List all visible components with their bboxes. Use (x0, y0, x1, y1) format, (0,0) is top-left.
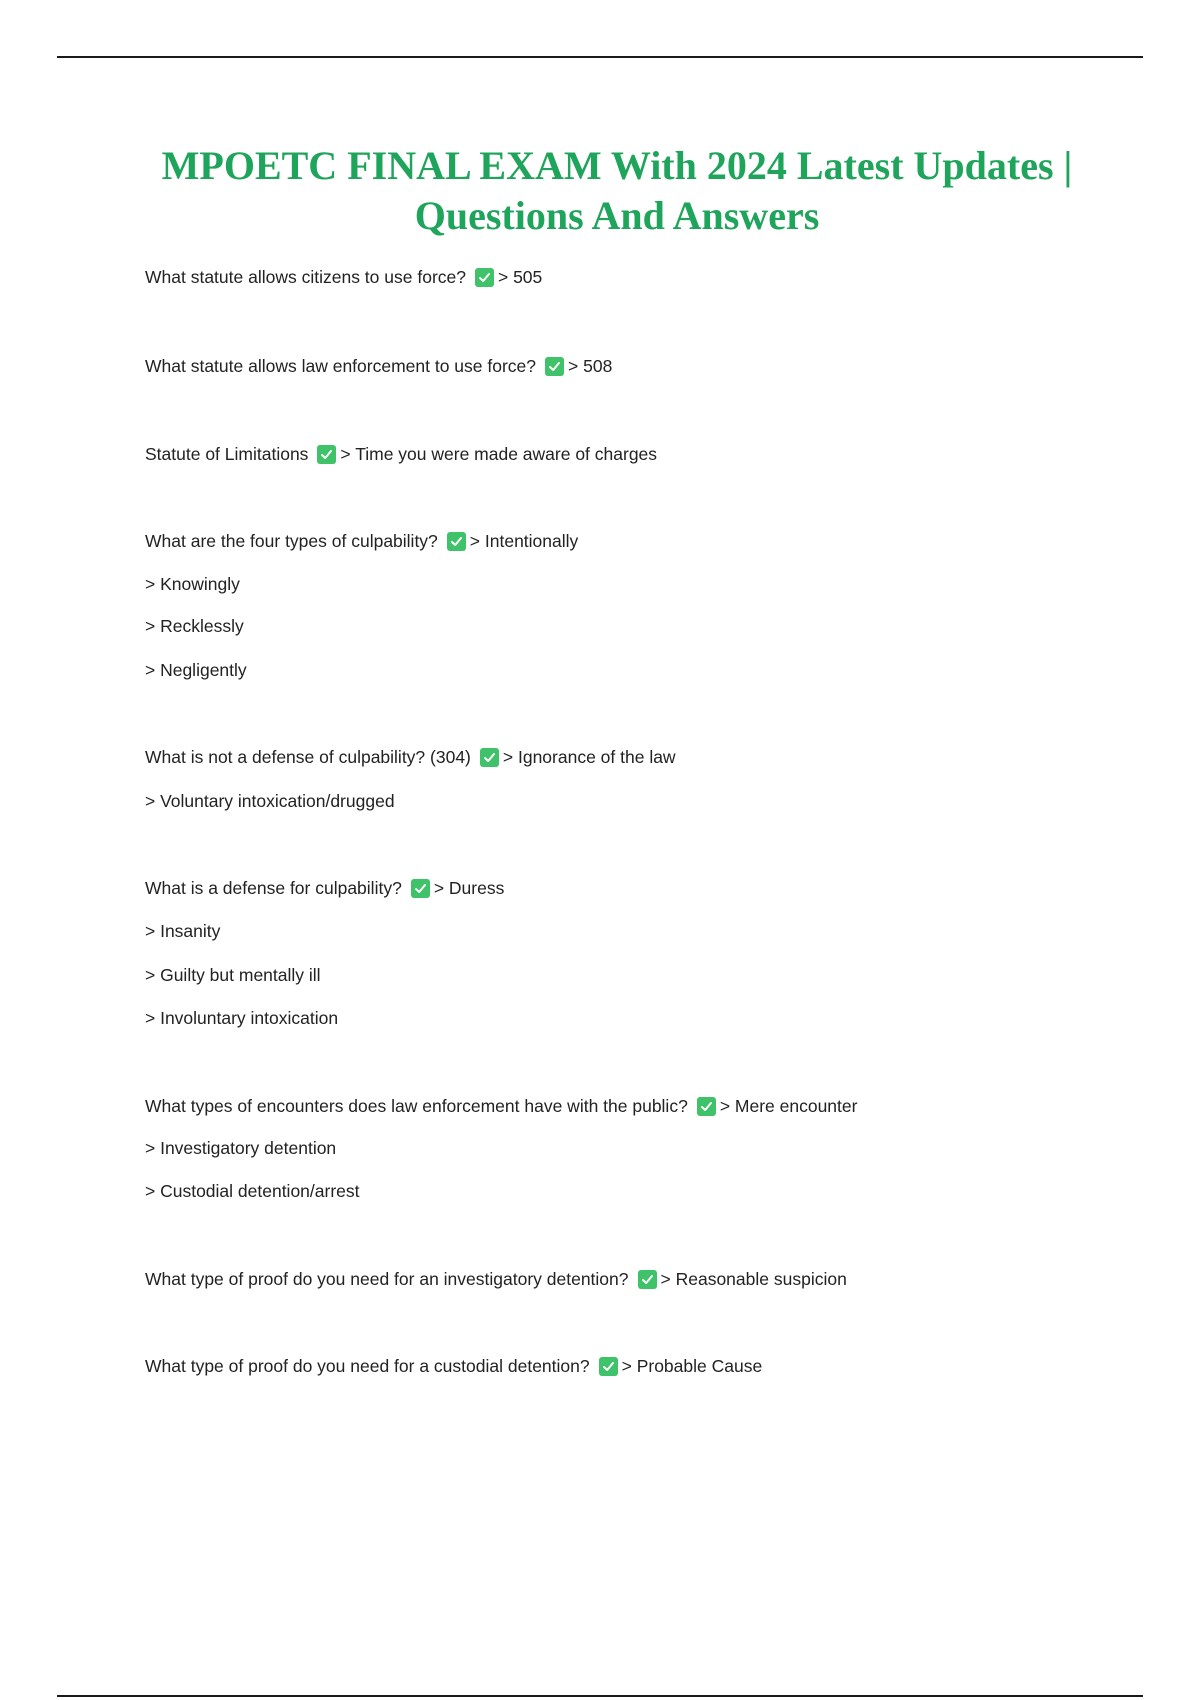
title-line-2: Questions And Answers (414, 193, 820, 238)
qa-item-7-answer-line: > Investigatory detention (145, 1138, 337, 1158)
qa-item-4-answer-line: > Negligently (145, 660, 247, 680)
question-text: What types of encounters does law enforcement have with the public? (145, 1096, 688, 1116)
qa-item-7-answer-line: > Custodial detention/arrest (145, 1181, 360, 1201)
answer-text: > Ignorance of the law (502, 747, 676, 767)
question-text: What type of proof do you need for an investigatory detention? (145, 1269, 629, 1289)
qa-item-1-question-line (145, 264, 542, 290)
check-mark-icon (599, 1357, 618, 1376)
qa-item-6-answer-line: > Involuntary intoxication (145, 1008, 339, 1028)
question-text: What statute allows citizens to use force? (145, 267, 466, 287)
answer-text: > 505 (497, 267, 543, 287)
answer-text: > Reasonable suspicion (660, 1269, 847, 1289)
answer-text: > Duress (433, 878, 505, 898)
question-text: What statute allows law enforcement to use force? (145, 356, 537, 376)
check-mark-icon (411, 879, 430, 898)
answer-text: > Time you were made aware of charges (340, 444, 658, 464)
qa-item-8-question-line (145, 1266, 847, 1292)
check-mark-icon (317, 445, 336, 464)
check-mark-icon (697, 1097, 716, 1116)
question-text: What is a defense for culpability? (145, 878, 402, 898)
check-mark-icon (447, 532, 466, 551)
answer-text: > Probable Cause (621, 1356, 763, 1376)
question-text: What type of proof do you need for a custodial detention? (145, 1356, 590, 1376)
answer-text: > Mere encounter (719, 1096, 858, 1116)
check-mark-icon (475, 268, 494, 287)
qa-item-4-question-line (145, 528, 578, 554)
qa-item-2-question-line (145, 353, 612, 379)
bottom-rule (57, 1695, 1143, 1697)
check-mark-icon (638, 1270, 657, 1289)
answer-text: > Intentionally (469, 531, 579, 551)
check-mark-icon (480, 748, 499, 767)
qa-item-5-answer-line: > Voluntary intoxication/drugged (145, 791, 395, 811)
qa-item-3-question-line (145, 441, 657, 467)
qa-item-4-answer-line: > Recklessly (145, 616, 244, 636)
title-line-1: MPOETC FINAL EXAM With 2024 Latest Updates | (161, 143, 1073, 188)
question-text: What are the four types of culpability? (145, 531, 438, 551)
document-title (100, 141, 1134, 241)
qa-item-9-question-line (145, 1353, 762, 1379)
qa-item-5-question-line (145, 744, 676, 770)
question-text: Statute of Limitations (145, 444, 309, 464)
top-rule (57, 56, 1143, 58)
qa-item-6-question-line (145, 875, 504, 901)
check-mark-icon (545, 357, 564, 376)
question-text: What is not a defense of culpability? (304) (145, 747, 471, 767)
qa-item-6-answer-line: > Insanity (145, 921, 221, 941)
qa-item-7-question-line (145, 1093, 857, 1119)
answer-text: > 508 (568, 356, 613, 376)
qa-item-4-answer-line: > Knowingly (145, 574, 240, 594)
qa-item-6-answer-line: > Guilty but mentally ill (145, 965, 321, 985)
